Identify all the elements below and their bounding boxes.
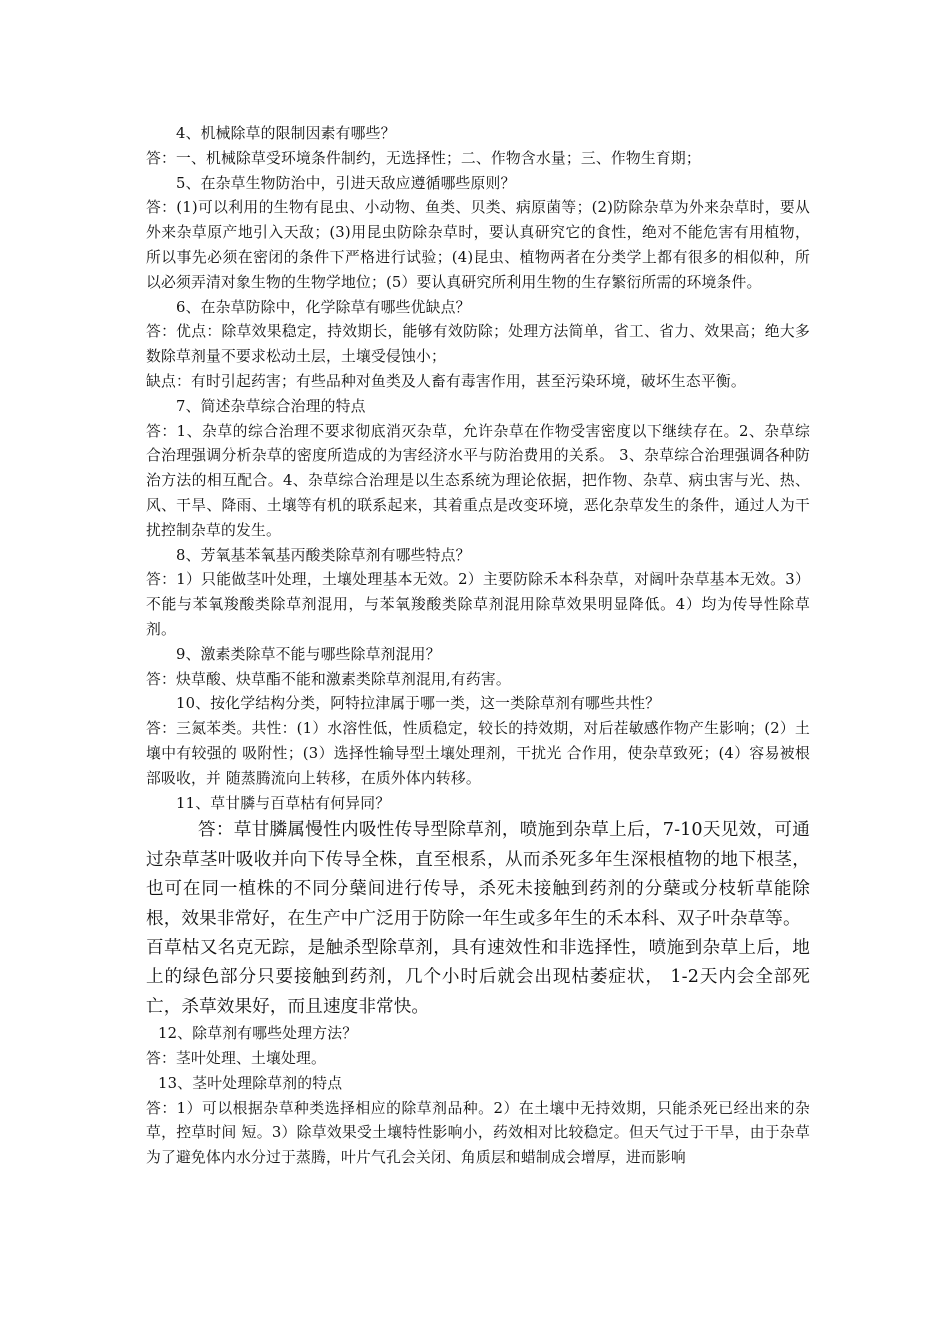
answer-10: 答：三氮苯类。共性：(1）水溶性低，性质稳定，较长的持效期，对后茬敏感作物产生影响；(2）土壤中有较强的 吸附性；(3）选择性输导型土壤处理剂，干扰光 合作用，使杂草致死；(4）容易被根部吸收，并 随蒸腾流向上转移，在质外体内转移。 — [146, 720, 810, 787]
question-10: 10、按化学结构分类，阿特拉津属于哪一类，这一类除草剂有哪些共性？ — [176, 695, 661, 713]
answer-7: 答：1、杂草的综合治理不要求彻底消灭杂草，允许杂草在作物受害密度以下继续存在。2、杂草综合治理强调分析杂草的密度所造成的为害经济水平与防治费用的关系。 3、杂草综合治理强调各种防治方法的相互配合。4、杂草综合治理是以生态系统为理论依据，把作物、杂草、病虫害与光、热、风、干旱、降雨、土壤等有机的联系起来，其着重点是改变环境，恶化杂草发生的条件，通过人为干扰控制杂草的发生。 — [146, 422, 810, 539]
question-11: 11、草甘膦与百草枯有何异同？ — [176, 794, 391, 812]
answer-5: 答：(1)可以利用的生物有昆虫、小动物、鱼类、贝类、病原菌等；(2)防除杂草为外来杂草时，要从外来杂草原产地引入天敌；(3)用昆虫防除杂草时，要认真研究它的食性，绝对不能危害有用植物，所以事先必须在密闭的条件下严格进行试验；(4)昆虫、植物两者在分类学上都有很多的相似种，所以必须弄清对象生物的生物学地位；(5）要认真研究所利用生物的生存繁衍所需的环境条件。 — [146, 199, 810, 291]
question-5: 5、在杂草生物防治中，引进天敌应遵循哪些原则？ — [176, 174, 516, 192]
answer-6-advantages: 答：优点：除草效果稳定，持效期长，能够有效防除；处理方法简单，省工、省力、效果高；绝大多数除草剂量不要求松动土层，土壤受侵蚀小； — [146, 323, 810, 366]
question-7: 7、简述杂草综合治理的特点 — [176, 397, 366, 415]
question-9: 9、激素类除草不能与哪些除草剂混用？ — [176, 645, 441, 663]
question-6: 6、在杂草防除中，化学除草有哪些优缺点？ — [176, 298, 471, 316]
question-8: 8、芳氧基苯氧基丙酸类除草剂有哪些特点？ — [176, 546, 471, 564]
answer-11-paraquat: 百草枯又名克无踪，是触杀型除草剂，具有速效性和非选择性，喷施到杂草上后，地上的绿色部分只要接触到药剂，几个小时后就会出现枯萎症状， 1-2天内会全部死亡，杀草效果好，而且速度非常快。 — [146, 937, 810, 1017]
answer-4: 答：一、机械除草受环境条件制约，无选择性；二、作物含水量；三、作物生育期； — [146, 149, 701, 167]
question-13: 13、茎叶处理除草剂的特点 — [158, 1074, 343, 1092]
answer-8: 答：1）只能做茎叶处理，土壤处理基本无效。2）主要防除禾本科杂草，对阔叶杂草基本无效。3）不能与苯氧羧酸类除草剂混用，与苯氧羧酸类除草剂混用除草效果明显降低。4）均为传导性除草剂。 — [146, 571, 810, 638]
answer-6-disadvantages: 缺点：有时引起药害；有些品种对鱼类及人畜有毒害作用，甚至污染环境，破坏生态平衡。 — [146, 372, 746, 390]
document-body — [146, 122, 810, 1171]
answer-11-glyphosate: 答：草甘膦属慢性内吸性传导型除草剂，喷施到杂草上后，7-10天见效，可通过杂草茎叶吸收并向下传导全株，直至根系，从而杀死多年生深根植物的地下根茎，也可在同一植株的不同分蘖间进行传导，杀死未接触到药剂的分蘖或分枝斩草能除根，效果非常好，在生产中广泛用于防除一年生或多年生的禾本科、双子叶杂草等。 — [146, 820, 810, 929]
question-4: 4、机械除草的限制因素有哪些？ — [176, 125, 396, 142]
answer-13: 答：1）可以根据杂草种类选择相应的除草剂品种。2）在土壤中无持效期，只能杀死已经出来的杂草，控草时间 短。3）除草效果受土壤特性影响小，药效相对比较稳定。但天气过于干旱，由于杂草为了避免体内水分过于蒸腾，叶片气孔会关闭、角质层和蜡制成会增厚，进而影响 — [146, 1099, 810, 1167]
answer-9: 答：炔草酸、炔草酯不能和激素类除草剂混用,有药害。 — [146, 670, 511, 688]
answer-12: 答：茎叶处理、土壤处理。 — [146, 1049, 326, 1067]
question-12: 12、除草剂有哪些处理方法？ — [158, 1025, 358, 1043]
